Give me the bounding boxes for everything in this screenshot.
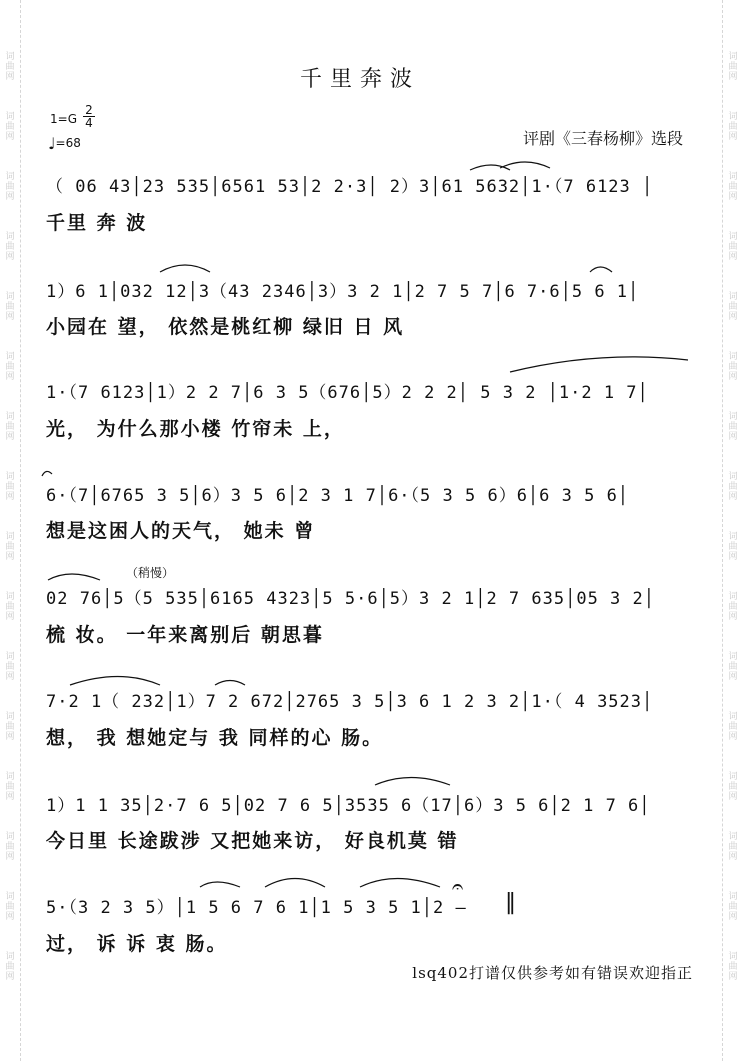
watermark-mark: 词 曲 网 [728, 352, 738, 382]
watermark-mark: 词 曲 网 [728, 892, 738, 922]
tempo-annotation: （稍慢） [126, 566, 175, 580]
time-signature-bottom: 4 [85, 116, 93, 130]
slur-mark [160, 265, 210, 272]
slur-mark [70, 677, 160, 686]
watermark-mark: 词 曲 网 [5, 832, 15, 862]
notation-line: 6·（7│6765 3 5│6）3 5 6│2 3 1 7│6·（5 3 5 6）6│6 3 5 6│ [46, 486, 630, 506]
watermark-mark: 词 曲 网 [728, 952, 738, 982]
notation-line: 1·（7 6123│1）2 2 7│6 3 5（676│5）2 2 2│ 5 3 2 │1·2 1 7│ [46, 383, 649, 403]
tempo-value: =68 [55, 136, 81, 150]
watermark-mark: 词 曲 网 [5, 292, 15, 322]
notation-line: （ 06 43│23 535│6561 53│2 2·3│ 2）3│61 5632│1·（7 6123 │ [46, 177, 654, 197]
watermark-mark: 词 曲 网 [5, 112, 15, 142]
lyric-line: 过， 诉 诉 衷 肠。 [46, 933, 228, 955]
slur-mark [42, 471, 52, 476]
lyric-line: 光， 为什么那小楼 竹帘未 上， [46, 418, 345, 440]
watermark-mark: 词 曲 网 [5, 592, 15, 622]
watermark-mark: 词 曲 网 [5, 712, 15, 742]
watermark-mark: 词 曲 网 [728, 712, 738, 742]
watermark-mark: 词 曲 网 [728, 292, 738, 322]
watermark-mark: 词 曲 网 [728, 832, 738, 862]
watermark-mark: 词 曲 网 [5, 412, 15, 442]
watermark-mark: 词 曲 网 [5, 52, 15, 82]
lyric-line: 千里 奔 波 [46, 212, 148, 234]
time-signature-top: 2 [83, 104, 95, 117]
watermark-mark: 词 曲 网 [728, 772, 738, 802]
slur-mark [375, 778, 450, 786]
watermark-mark: 词 曲 网 [728, 532, 738, 562]
watermark-mark: 词 曲 网 [728, 172, 738, 202]
lyric-line: 想， 我 想她定与 我 同样的心 肠。 [46, 727, 384, 749]
lyric-line: 今日里 长途跋涉 又把她来访， 好良机莫 错 [46, 830, 459, 852]
source-credit: 评剧《三春杨柳》选段 [522, 129, 683, 148]
watermark-mark: 词 曲 网 [728, 232, 738, 262]
watermark-mark: 词 曲 网 [728, 112, 738, 142]
watermark-mark: 词 曲 网 [5, 172, 15, 202]
slur-mark [500, 162, 550, 168]
arranger-note: lsq402打谱仅供参考如有错误欢迎指正 [412, 964, 693, 982]
song-title: 千里奔波 [299, 67, 420, 92]
watermark-mark: 词 曲 网 [5, 352, 15, 382]
watermark-mark: 词 曲 网 [728, 412, 738, 442]
watermark-mark: 词 曲 网 [728, 592, 738, 622]
watermark-mark: 词 曲 网 [5, 952, 15, 982]
notation-line: 7·2 1（ 232│1）7 2 672│2765 3 5│3 6 1 2 3 2│1·（ 4 3523│ [46, 692, 654, 712]
final-barline-icon: ‖ [505, 890, 516, 915]
watermark-mark: 词 曲 网 [5, 472, 15, 502]
slur-mark [48, 574, 100, 580]
notation-line: 1）6 1│032 12│3（43 2346│3）3 2 1│2 7 5 7│6 7·6│5 6 1│ [46, 282, 640, 302]
fermata-icon: 𝄐 [452, 874, 464, 898]
slur-mark [590, 267, 612, 272]
key-signature: 1=G [50, 112, 77, 126]
watermark-mark: 词 曲 网 [728, 652, 738, 682]
slur-mark [510, 357, 688, 372]
lyric-line: 想是这困人的天气， 她未 曾 [46, 520, 316, 542]
watermark-mark: 词 曲 网 [5, 532, 15, 562]
watermark-mark: 词 曲 网 [5, 892, 15, 922]
lyric-line: 小园在 望， 依然是桃红柳 绿旧 日 风 [46, 316, 405, 338]
watermark-mark: 词 曲 网 [728, 472, 738, 502]
quarter-note-icon: ♩ [48, 134, 56, 153]
slur-mark [265, 879, 325, 888]
watermark-mark: 词 曲 网 [5, 652, 15, 682]
notation-line: 02 76│5（5 535│6165 4323│5 5·6│5）3 2 1│2 7 635│05 3 2│ [46, 589, 655, 609]
watermark-mark: 词 曲 网 [5, 232, 15, 262]
lyric-line: 梳 妆。 一年来离别后 朝思暮 [46, 624, 324, 646]
slur-mark [360, 879, 440, 888]
watermark-mark: 词 曲 网 [728, 52, 738, 82]
notation-line: 5·（3 2 3 5）│1 5 6 7 6 1│1 5 3 5 1│2 – [46, 898, 467, 918]
slur-mark [200, 882, 240, 887]
watermark-mark: 词 曲 网 [5, 772, 15, 802]
notation-line: 1）1 1 35│2·7 6 5│02 7 6 5│3535 6（17│6）3 5 6│2 1 7 6│ [46, 796, 651, 816]
slur-mark [215, 681, 245, 686]
